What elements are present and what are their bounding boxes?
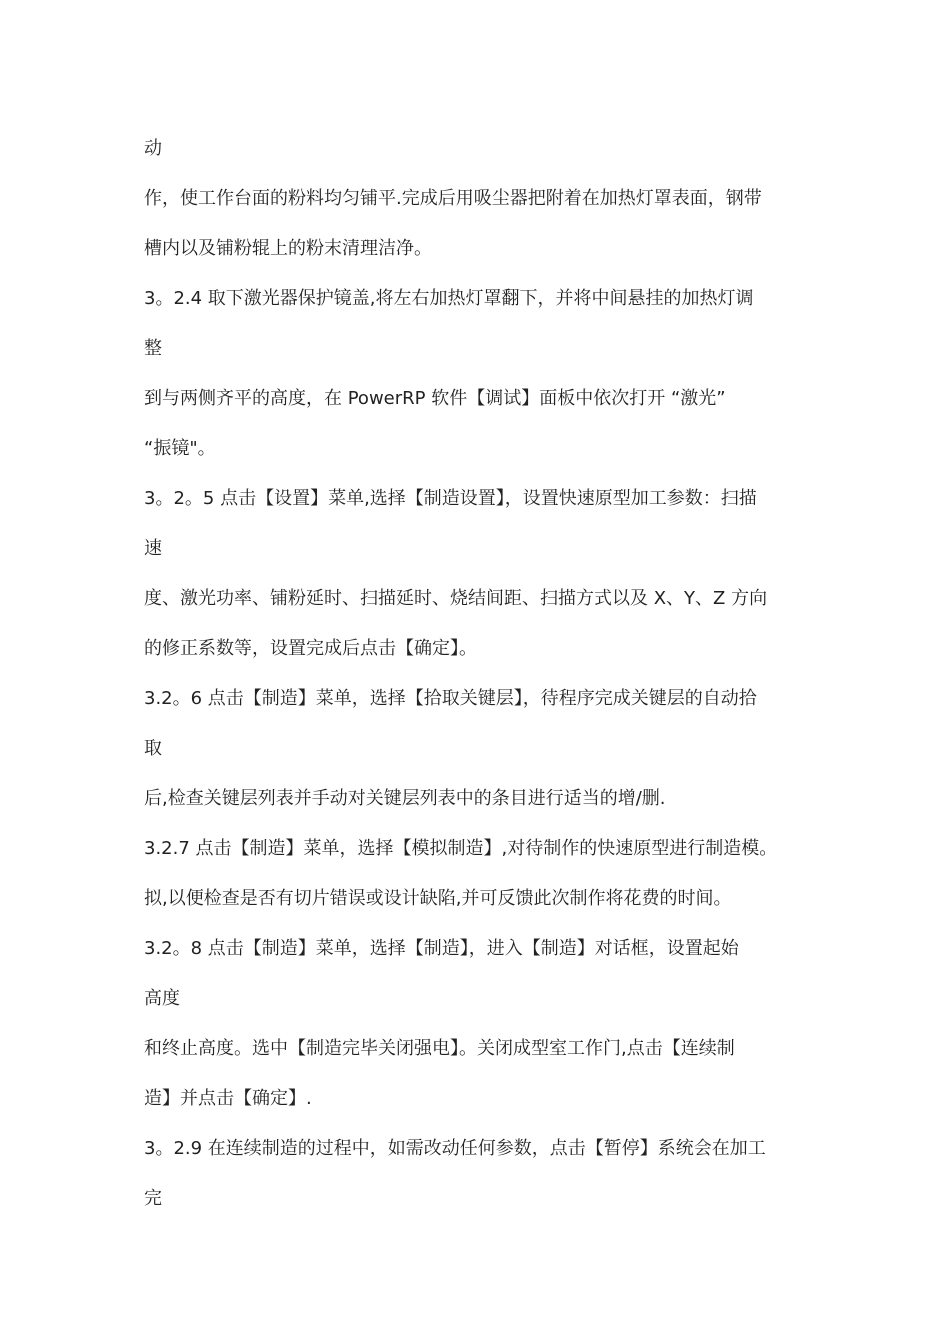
text-line: 3。2.9 在连续制造的过程中，如需改动任何参数，点击【暂停】系统会在加工 [144,1138,766,1159]
text-line: 到与两侧齐平的高度，在 PowerRP 软件【调试】面板中依次打开 “激光” [144,388,726,409]
body-text [144,124,824,1224]
text-line: 槽内以及铺粉辊上的粉末清理洁净。 [144,238,432,259]
text-line: 取 [144,738,162,759]
text-line: 和终止高度。选中【制造完毕关闭强电】。关闭成型室工作门,点击【连续制 [144,1038,735,1059]
text-line: 整 [144,338,162,359]
text-line: “振镜"。 [144,438,216,459]
text-line: 3。2.4 取下激光器保护镜盖,将左右加热灯罩翻下，并将中间悬挂的加热灯调 [144,288,754,309]
text-line: 后,检查关键层列表并手动对关键层列表中的条目进行适当的增/删. [144,788,666,809]
text-line: 动 [144,138,162,159]
text-line: 拟,以便检查是否有切片错误或设计缺陷,并可反馈此次制作将花费的时间。 [144,888,732,909]
text-line: 高度 [144,988,180,1009]
text-line: 3.2。8 点击【制造】菜单，选择【制造】，进入【制造】对话框，设置起始 [144,938,739,959]
text-line: 度、激光功率、铺粉延时、扫描延时、烧结间距、扫描方式以及 X、Y、Z 方向 [144,588,768,609]
text-line: 造】并点击【确定】. [144,1088,312,1109]
text-line: 3.2.7 点击【制造】菜单，选择【模拟制造】,对待制作的快速原型进行制造模。 [144,838,778,859]
text-line: 3。2。5 点击【设置】菜单,选择【制造设置】，设置快速原型加工参数：扫描 [144,488,757,509]
text-line: 完 [144,1188,162,1209]
text-line: 的修正系数等，设置完成后点击【确定】。 [144,638,477,659]
text-line: 3.2。6 点击【制造】菜单，选择【拾取关键层】，待程序完成关键层的自动拾 [144,688,757,709]
text-line: 速 [144,538,162,559]
text-line: 作，使工作台面的粉料均匀铺平.完成后用吸尘器把附着在加热灯罩表面，钢带 [144,188,762,209]
